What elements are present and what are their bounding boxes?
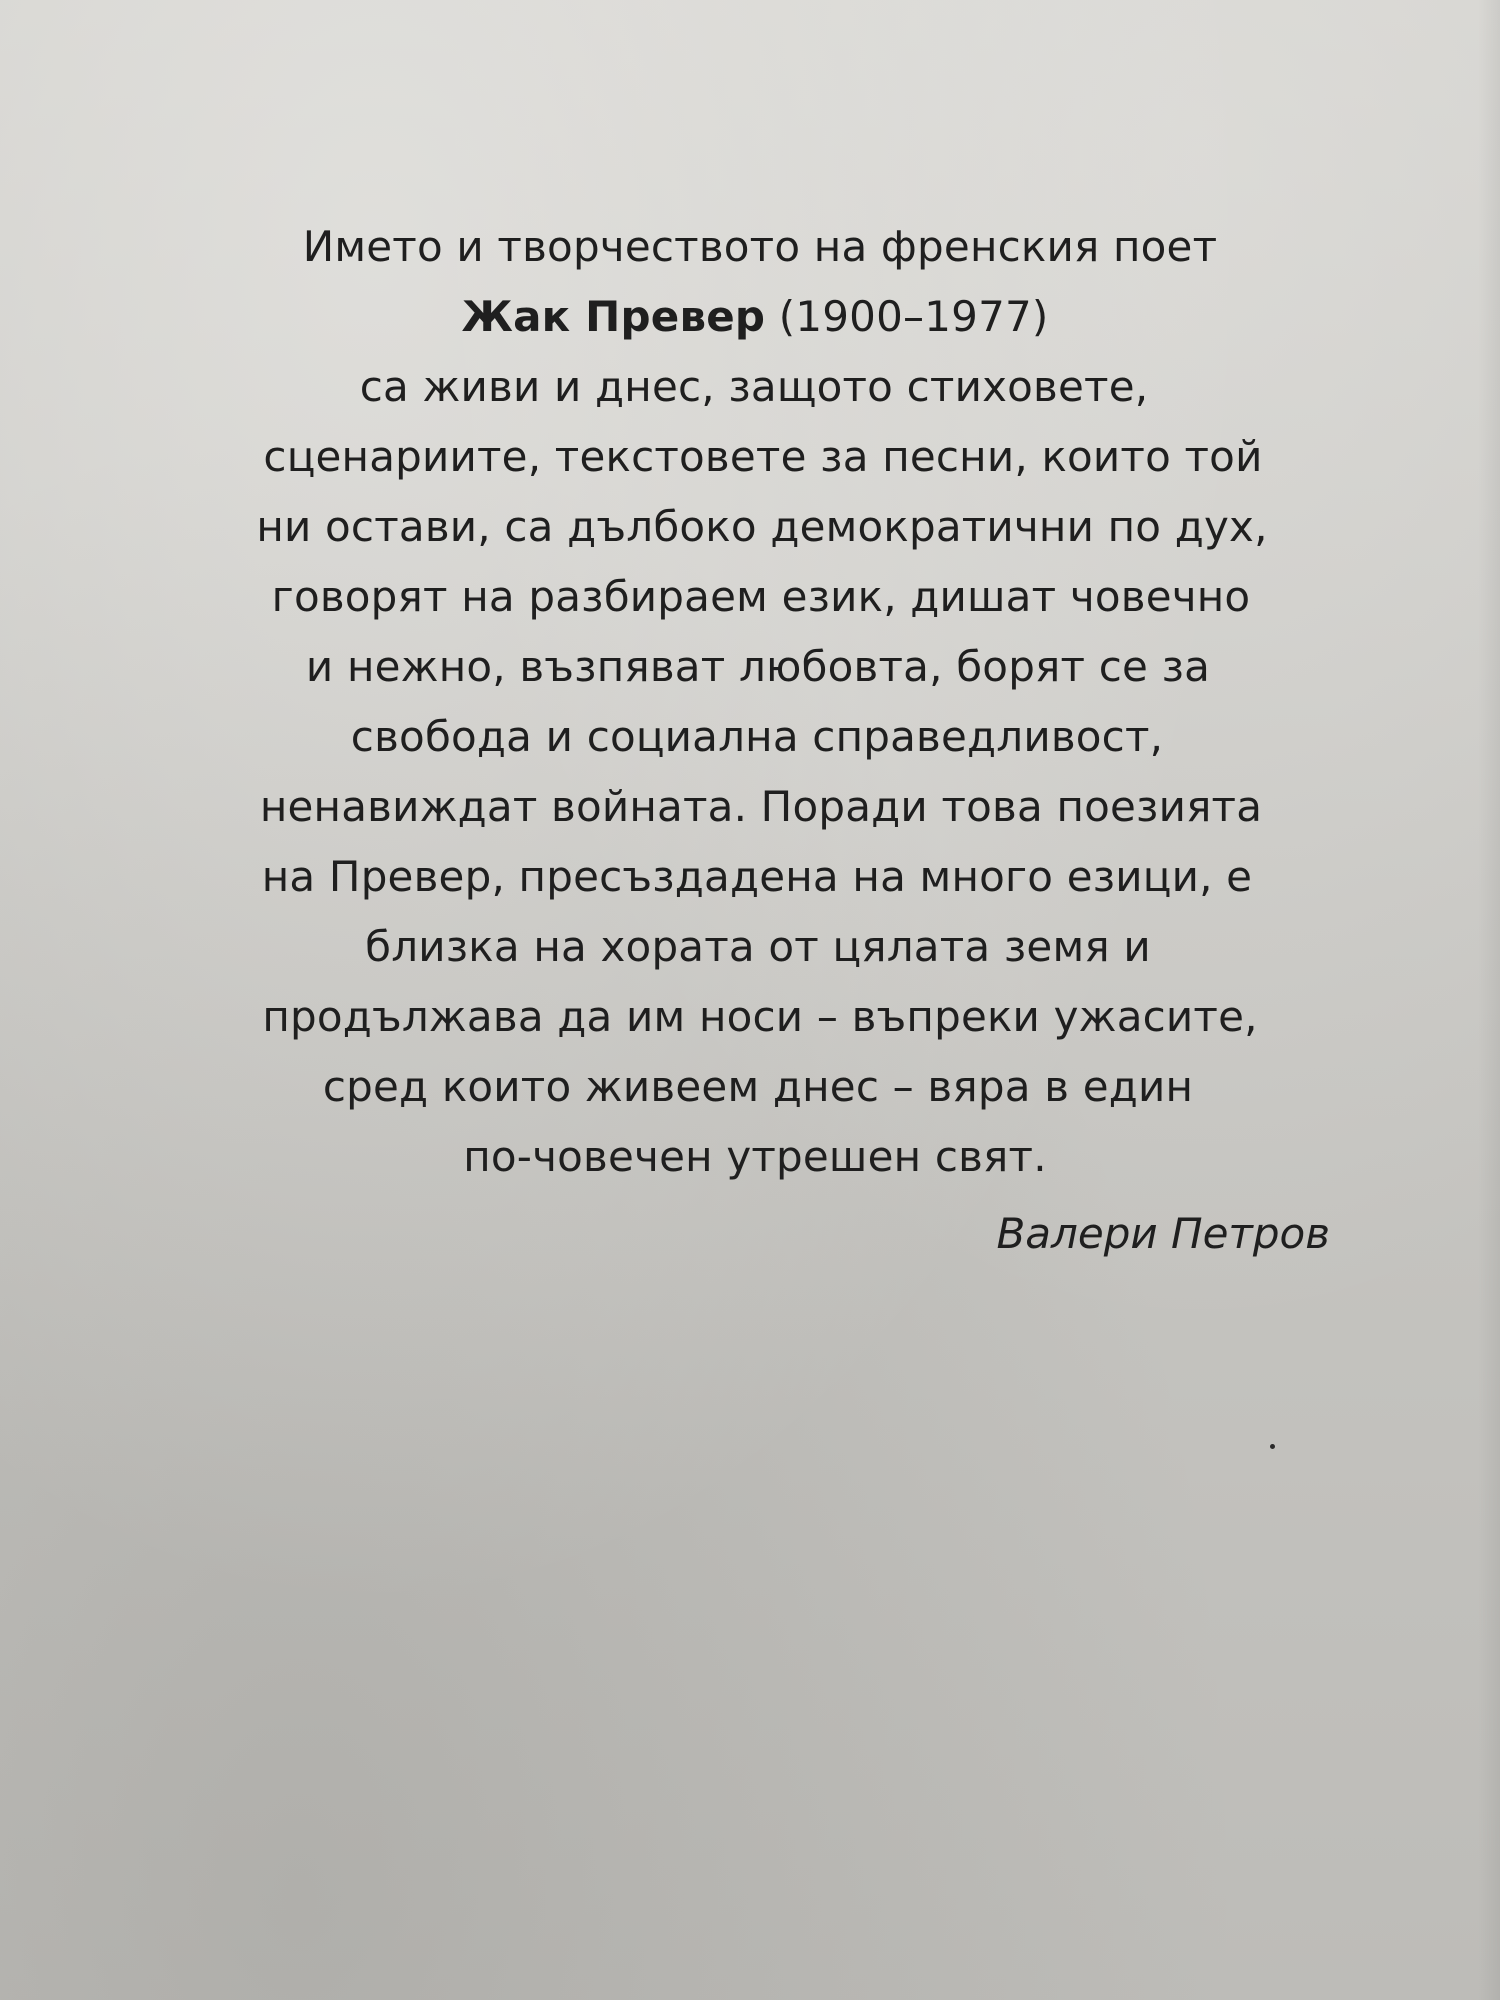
text-line: и нежно, възпяват любовта, борят се за <box>305 642 1211 691</box>
foreword-text <box>0 212 1500 1192</box>
text-line: сценариите, текстовете за песни, които той <box>263 432 1263 481</box>
text-line: са живи и днес, защото стиховете, <box>359 362 1149 411</box>
text-line: свобода и социална справедливост, <box>350 712 1164 761</box>
poet-line <box>0 282 1500 352</box>
author-signature: Валери Петров <box>996 1209 1330 1258</box>
text-line: на Превер, пресъздадена на много езици, е <box>261 852 1253 901</box>
text-line: продължава да им носи – въпреки ужасите, <box>262 992 1258 1041</box>
text-line: ненавиждат войната. Поради това поезията <box>259 782 1263 831</box>
text-line: по-човечен утрешен свят. <box>463 1132 1047 1181</box>
poet-name: Жак Превер <box>461 292 766 341</box>
poet-years: (1900–1977) <box>765 292 1049 341</box>
text-line: Името и творчеството на френския поет <box>302 222 1218 271</box>
paper-speck <box>1270 1444 1275 1449</box>
text-line: сред които живеем днес – вяра в един <box>322 1062 1194 1111</box>
text-line: ни остави, са дълбоко демократични по дух, <box>256 502 1268 551</box>
text-line: близка на хората от цялата земя и <box>365 922 1151 971</box>
text-line: говорят на разбираем език, дишат човечно <box>271 572 1251 621</box>
